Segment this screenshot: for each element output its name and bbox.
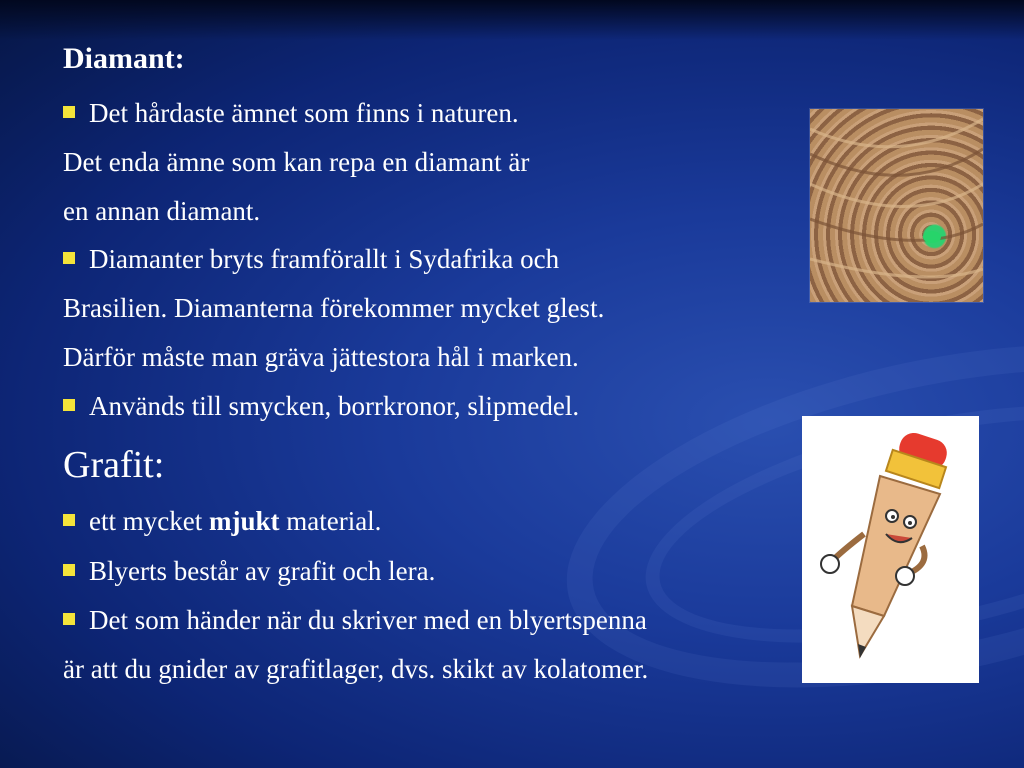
bullet-icon [63,252,75,264]
diamond-mine-photo [810,109,983,302]
text-line: Det enda ämne som kan repa en diamant är [63,147,530,177]
bullet-icon [63,564,75,576]
text-line: är att du gnider av grafitlager, dvs. skikt av kolatomer. [63,654,649,684]
bullet-item [63,97,519,129]
bold-word: mjukt [208,506,280,536]
text-line: Därför måste man gräva jättestora hål i marken. [63,342,579,372]
pencil-character-graphic [802,416,979,683]
bullet-text: Används till smycken, borrkronor, slipmedel. [89,391,580,421]
text-line: Brasilien. Diamanterna förekommer mycket glest. [63,293,605,323]
pencil-cartoon [802,416,979,683]
bullet-icon [63,613,75,625]
top-band [0,0,1024,40]
bullet-text: ett mycket [89,506,209,536]
heading-diamant: Diamant: [63,42,185,75]
bullet-item [63,390,579,422]
bullet-item [63,604,647,636]
bullet-text: Diamanter bryts framförallt i Sydafrika och [89,244,560,274]
bullet-text: Det hårdaste ämnet som finns i naturen. [89,98,519,128]
bullet-text: Det som händer när du skriver med en blyertspenna [89,605,647,635]
bullet-item [63,505,381,537]
bullet-item [63,555,435,587]
text-line: en annan diamant. [63,196,261,226]
bullet-icon [63,399,75,411]
bullet-icon [63,514,75,526]
mine-terrace-graphic [810,109,983,302]
bullet-text: Blyerts består av grafit och lera. [89,556,436,586]
bullet-item [63,243,559,275]
bullet-icon [63,106,75,118]
bullet-text-end: material. [279,506,382,536]
heading-grafit: Grafit: [63,444,165,486]
